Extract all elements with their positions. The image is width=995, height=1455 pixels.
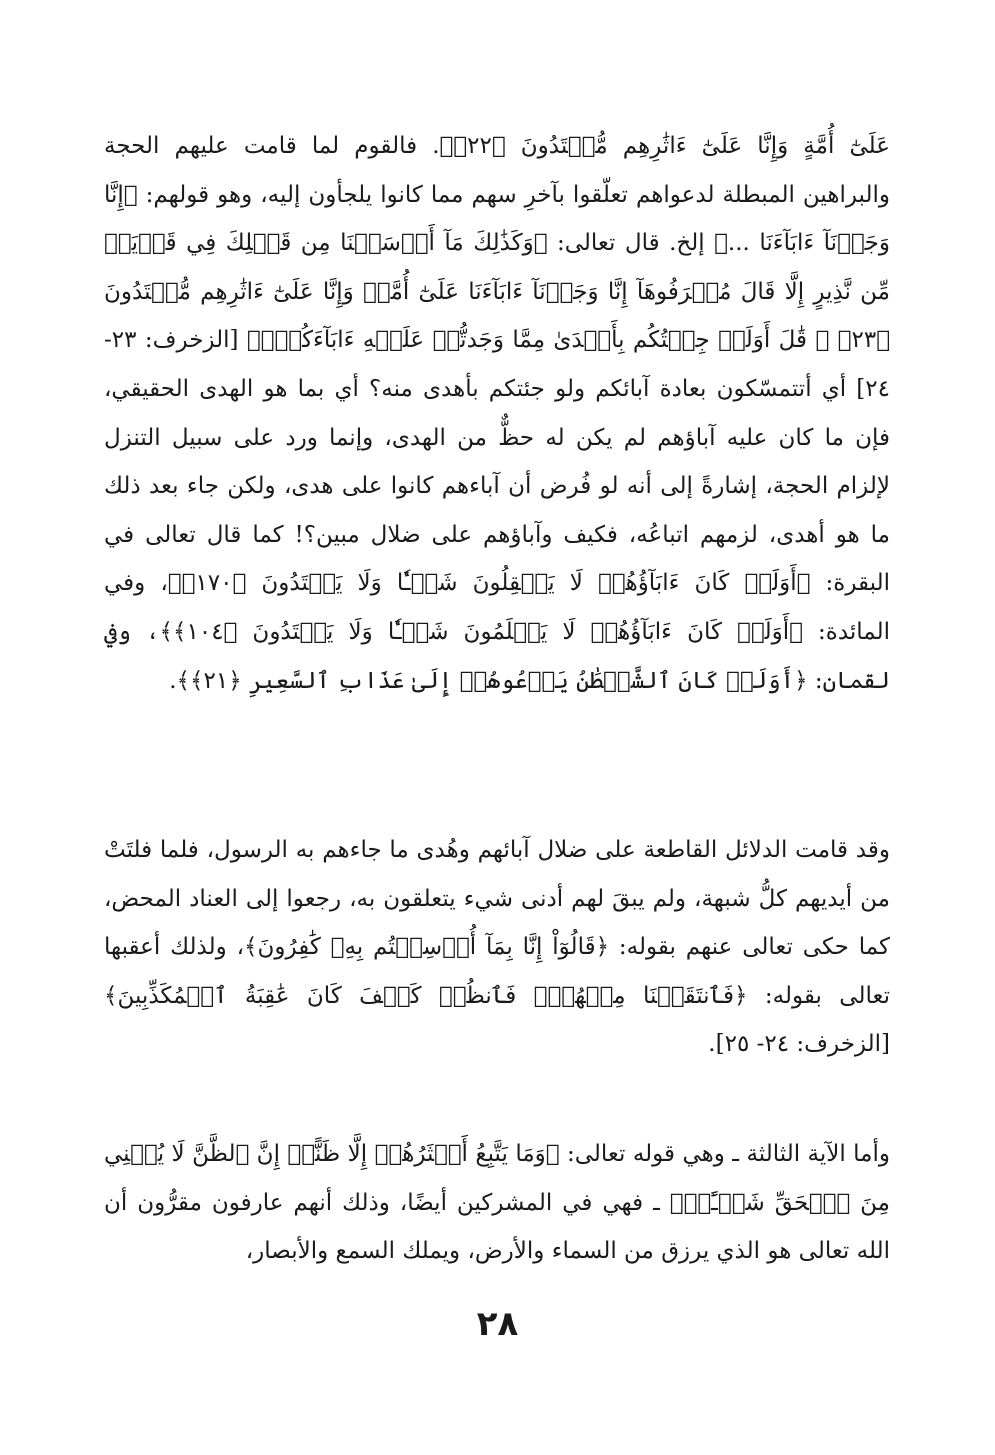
paragraph-3: وأما الآية الثالثة ـ وهي قوله تعالى: ﴿وَمَا يَتَّبِعُ أَكۡثَرُهُمۡ إِلَّا ظَنًّاۚ إِنَّ ٱلظَّنَّ لَا يُغۡنِي مِنَ ٱلۡحَقِّ شَيۡـًٔاۚ﴾ ـ فهي في المشركين أيضًا، وذلك أنهم عارفون مقرُّون أن الله تعالى هو الذي يرزق من السماء والأرض، ويملك السمع والأبصار، (104, 1141, 890, 1265)
paragraph-2: وقد قامت الدلائل القاطعة على ضلال آبائهم وهُدى ما جاءهم به الرسول، فلما فلتَتْ من أيديهم كلُّ شبهة، ولم يبقَ لهم أدنى شيء يتعلقون به، رجعوا إلى العناد المحض، كما حكى تعالى عنهم بقوله: ﴿قَالُوٓاْ إِنَّا بِمَآ أُرۡسِلۡتُم بِهِۦ كَٰفِرُونَ﴾، ولذلك أعقبها تعالى بقوله: ﴿فَٱنتَقَمۡنَا مِنۡهُمۡۖ فَٱنظُرۡ كَيۡفَ كَانَ عَٰقِبَةُ ٱلۡمُكَذِّبِينَ﴾ [الزخرف: ٢٤- ٢٥]. (104, 837, 890, 1058)
page-number: ٢٨ (476, 1304, 519, 1344)
paragraph-1: عَلَىٰٓ أُمَّةٍ وَإِنَّا عَلَىٰٓ ءَاثَٰرِهِم مُّهۡتَدُونَ ﴿٢٢﴾﴾. فالقوم لما قامت عليهم الحجة والبراهين المبطلة لدعواهم تعلّقوا بآخرِ سهم مما كانوا يلجأون إليه، وهو قولهم: ﴿إِنَّا وَجَدۡنَآ ءَابَآءَنَا ...﴾ إلخ. قال تعالى: ﴿وَكَذَٰلِكَ مَآ أَرۡسَلۡنَا مِن قَبۡلِكَ فِي قَرۡيَةٖ مِّن نَّذِيرٍ إِلَّا قَالَ مُتۡرَفُوهَآ إِنَّا وَجَدۡنَآ ءَابَآءَنَا عَلَىٰٓ أُمَّةٖ وَإِنَّا عَلَىٰٓ ءَاثَٰرِهِم مُّقۡتَدُونَ ﴿٢٣﴾ ۞ قَٰلَ أَوَلَوۡ جِئۡتُكُم بِأَهۡدَىٰ مِمَّا وَجَدتُّمۡ عَلَيۡهِ ءَابَآءَكُمۡۖ﴾ [الزخرف: ٢٣- ٢٤] أي أتتمسّكون بعادة آبائكم ولو جئتكم بأهدى منه؟ أي بما هو الهدى الحقيقي، فإن ما كان عليه آباؤهم لم يكن له حظٌّ من الهدى، وإنما ورد على سبيل التنزل لإلزام الحجة، إشارةً إلى أنه لو فُرض أن آباءهم كانوا على هدى، ولكن جاء بعد ذلك ما هو أهدى، لزمهم اتباعُه، فكيف وآباؤهم على ضلال مبين؟! كما قال تعالى في البقرة: ﴿أَوَلَوۡ كَانَ ءَابَآؤُهُمۡ لَا يَعۡقِلُونَ شَيۡـٔٗا وَلَا يَهۡتَدُونَ ﴿١٧٠﴾﴾، وفي المائدة: ﴿أَوَلَوۡ كَانَ ءَابَآؤُهُمۡ لَا يَعۡلَمُونَ شَيۡـٔٗا وَلَا يَهۡتَدُونَ ﴿١٠٤﴾﴾، وفي لقمان: ﴿أَوَلَوۡ كَانَ ٱلشَّيۡطَٰنُ يَدۡعُوهُمۡ إِلَىٰ عَذَابِ ٱلسَّعِيرِ ﴿٢١﴾﴾. (104, 133, 890, 694)
